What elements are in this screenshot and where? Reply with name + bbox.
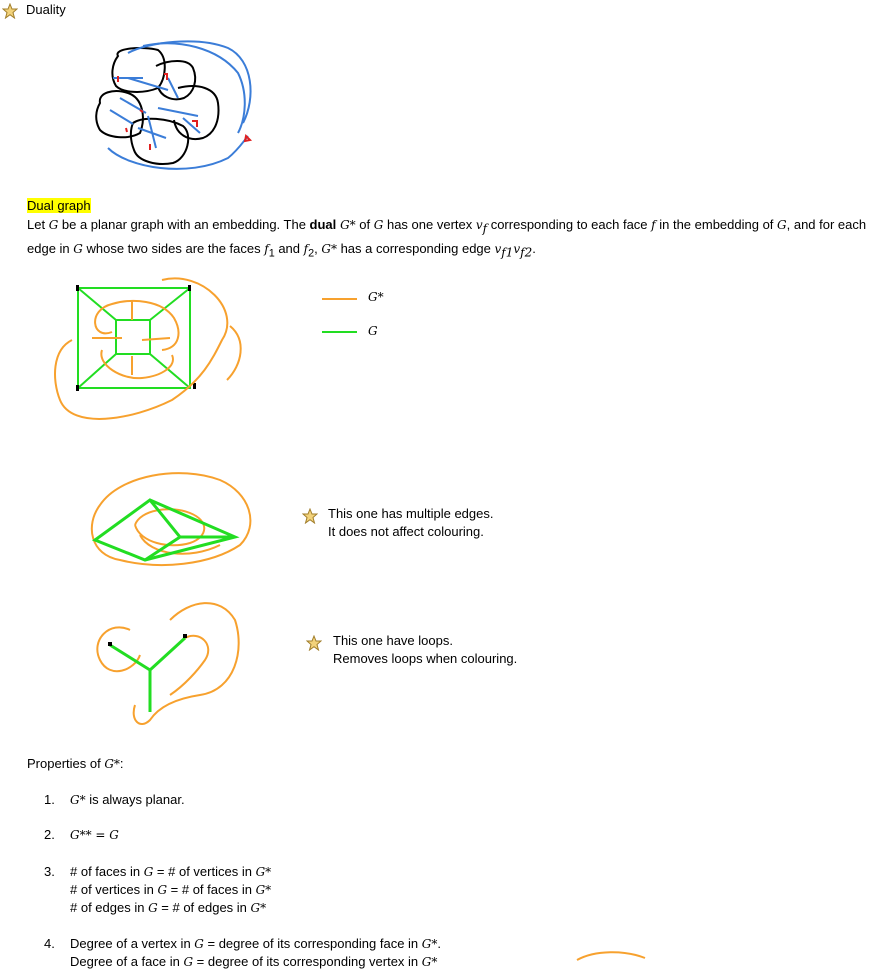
star-icon — [302, 508, 318, 524]
loops-sketch — [90, 590, 245, 730]
property-2: 2. G** = G — [44, 827, 119, 842]
dual-graph-definition: Let G be a planar graph with an embedding. The dual G* of G has one vertex $v_f$ corresponding to each face f in the embedding of G, and for each edge in G whose two sides are the faces $f_1$ and $f_2$, G* has a corresponding edge $v_{f1}v_{f2}$. — [27, 217, 867, 260]
properties-heading: Properties of G*: — [27, 756, 124, 771]
highlighted-heading: Dual graph — [27, 198, 91, 213]
section-heading — [27, 198, 91, 213]
primal-legend-label: G — [368, 324, 378, 338]
page-title: Duality — [26, 2, 66, 17]
dual-legend-label: G* — [368, 290, 384, 304]
partial-sketch — [575, 950, 655, 960]
multiple-edges-sketch — [80, 465, 260, 575]
star-icon — [2, 3, 18, 19]
dual-legend-line — [322, 298, 357, 300]
multiple-edges-note: This one has multiple edges. It does not affect colouring. — [328, 506, 494, 539]
dual-graph-sketch-2 — [52, 270, 252, 430]
loops-note: This one have loops. Removes loops when colouring. — [333, 633, 518, 666]
dual-graph-sketch-1 — [88, 38, 263, 178]
property-4: 4. Degree of a vertex in G = degree of its corresponding face in G*. Degree of a face in G = degree of its corresponding vertex in G* — [44, 936, 441, 969]
property-1: 1. G* is always planar. — [44, 792, 185, 807]
property-3: 3. # of faces in G = # of vertices in G* # of vertices in G = # of faces in G* # of edges in G = # of edges in G* — [44, 864, 272, 915]
star-icon — [306, 635, 322, 651]
primal-legend-line — [322, 331, 357, 333]
